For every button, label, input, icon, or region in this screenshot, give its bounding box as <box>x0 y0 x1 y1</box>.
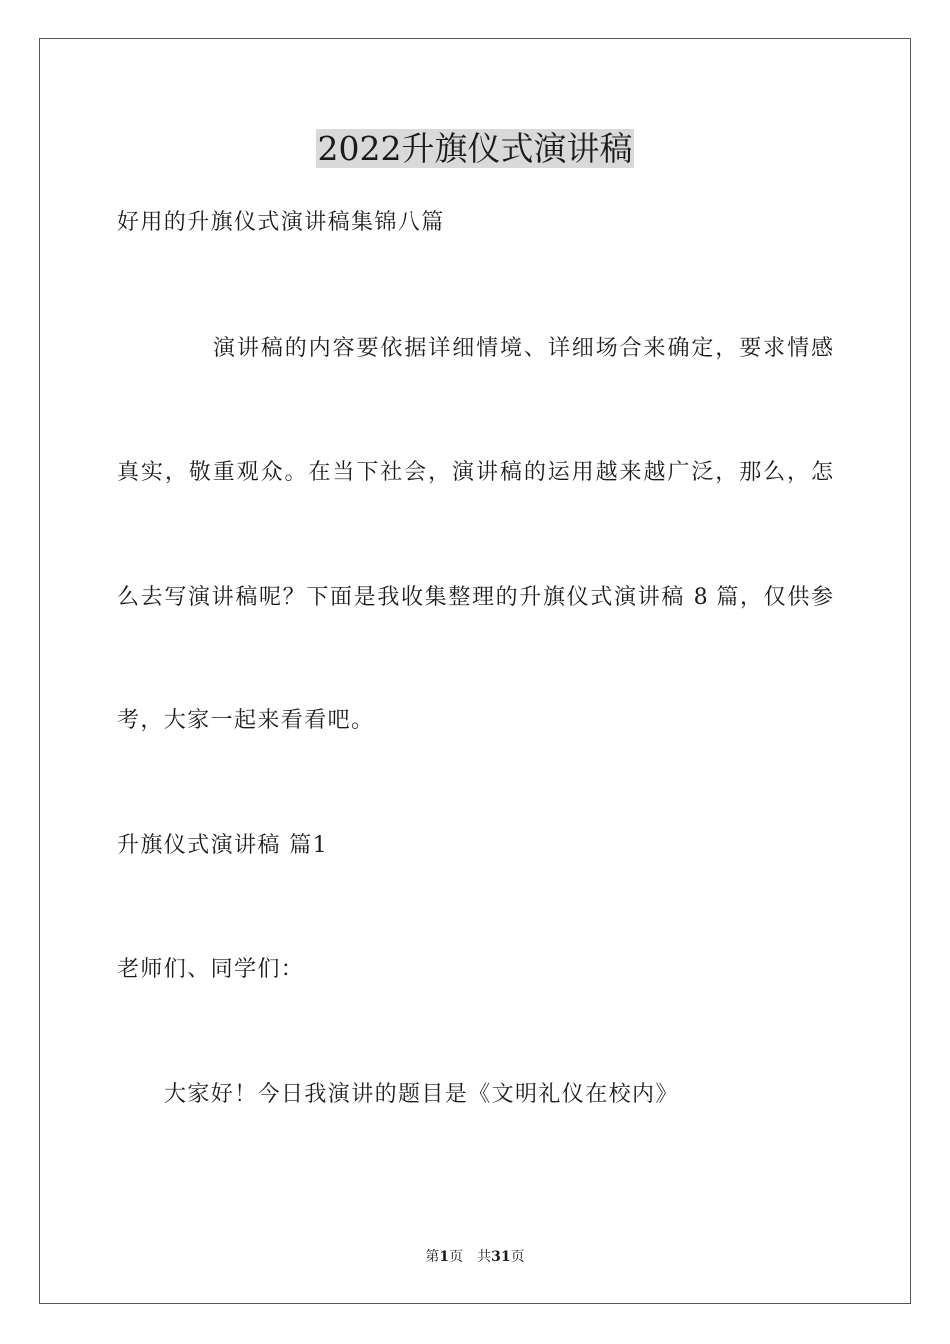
salutation: 老师们、同学们： <box>117 957 305 982</box>
intro-paragraph-line-4: 考，大家一起来看看吧。 <box>117 708 375 733</box>
section-heading: 升旗仪式演讲稿 篇1 <box>117 833 328 858</box>
opening-line: 大家好！今日我演讲的题目是《文明礼仪在校内》 <box>164 1082 679 1107</box>
page-footer <box>0 1247 950 1267</box>
footer-page-prefix: 第 <box>425 1249 440 1265</box>
intro-paragraph-line-3: 么去写演讲稿呢？下面是我收集整理的升旗仪式演讲稿 8 篇，仅供参 <box>117 585 833 610</box>
intro-paragraph-line-1: 演讲稿的内容要依据详细情境、详细场合来确定，要求情感 <box>213 336 833 361</box>
document-subtitle: 好用的升旗仪式演讲稿集锦八篇 <box>117 210 445 235</box>
footer-page-suffix: 页 <box>510 1249 525 1265</box>
intro-paragraph-line-2: 真实，敬重观众。在当下社会，演讲稿的运用越来越广泛，那么，怎 <box>117 460 833 485</box>
footer-page-total: 31 <box>491 1249 511 1265</box>
document-title-text: 2022升旗仪式演讲稿 <box>317 129 633 168</box>
footer-page-current: 1 <box>439 1249 450 1265</box>
document-title <box>0 128 950 170</box>
footer-page-mid: 页 共 <box>449 1249 492 1265</box>
